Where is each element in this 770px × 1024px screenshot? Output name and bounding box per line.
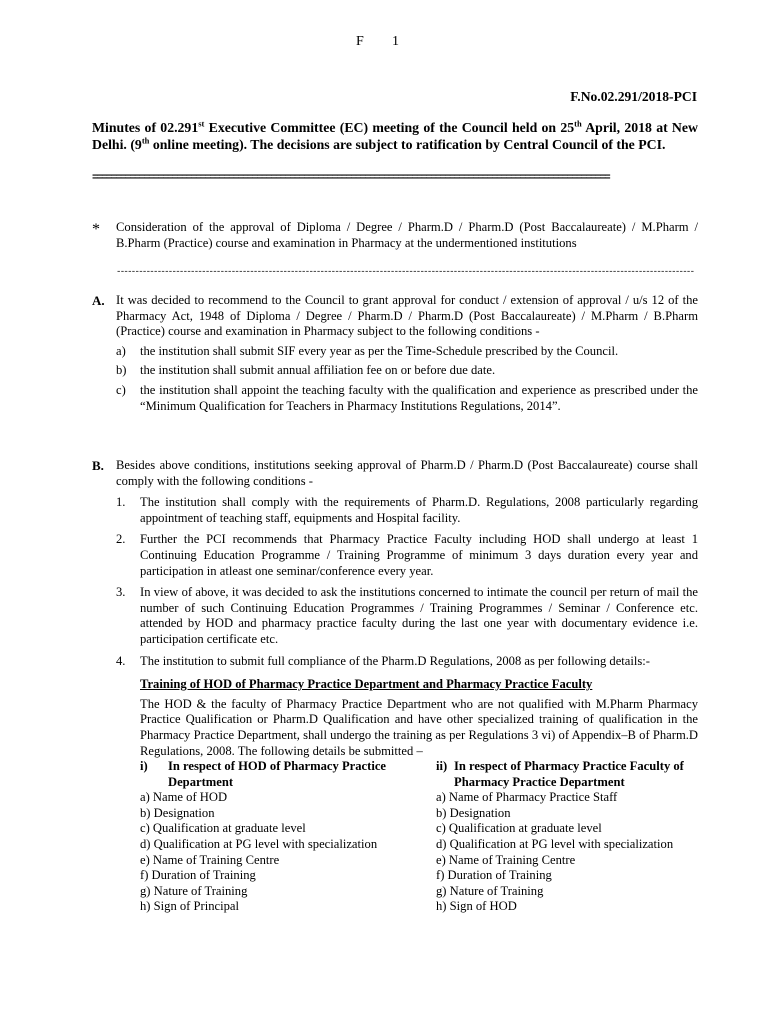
list-item: c) Qualification at graduate level (140, 821, 306, 836)
list-item: f) Duration of Training (140, 868, 256, 883)
list-text: the institution shall appoint the teaching faculty with the qualification and experience as prescribed under the “Minimum Qualification for Teachers in Pharmacy Institutions Regulations, 2014”. (140, 382, 698, 413)
list-item: e) Name of Training Centre (436, 852, 576, 867)
list-item (116, 654, 698, 670)
minutes-title (92, 120, 698, 153)
file-number: F.No.02.291/2018-PCI (570, 89, 697, 104)
list-item: b) Designation (140, 805, 215, 820)
list-item: a) Name of HOD (140, 790, 228, 805)
column-heading-text: In respect of Pharmacy Practice Faculty of Pharmacy Practice Department (454, 759, 684, 789)
title-sup: th (141, 134, 150, 145)
list-item: h) Sign of Principal (140, 899, 239, 914)
list-text: the institution shall submit annual affiliation fee on or before due date. (140, 363, 496, 378)
list-text: The institution shall comply with the requirements of Pharm.D. Regulations, 2008 particularly regarding appointment of teaching staff, equipments and Hospital facility. (140, 495, 698, 525)
training-paragraph: The HOD & the faculty of Pharmacy Practice Department who are not qualified with M.Pharm Pharmacy Practice Qualification or Pharm.D Qualification and have other specialized training of qualification in the Pharmacy Practice Department, shall undergo the training as per Regulations 3 vi) of Appendix–B of Pharm.D Regulations, 2008. The following details be submitted – (140, 696, 698, 758)
list-item: e) Name of Training Centre (140, 852, 280, 867)
training-heading: Training of HOD of Pharmacy Practice Department and Pharmacy Practice Faculty (140, 677, 593, 692)
hod-details-column (140, 759, 430, 915)
section-a (92, 293, 698, 414)
list-item: f) Duration of Training (436, 868, 552, 883)
list-item: d) Qualification at PG level with specialization (140, 837, 378, 852)
faculty-details-heading (436, 759, 726, 790)
title-part: Executive Committee (EC) meeting of the Council held on 25 (204, 120, 575, 135)
title-part: April, 2018 at New Delhi. (9 (92, 120, 698, 152)
asterisk-marker: * (92, 221, 100, 238)
list-item (116, 585, 698, 647)
list-label: 2. (116, 532, 126, 547)
list-label: 1. (116, 495, 126, 510)
list-text: Further the PCI recommends that Pharmacy Practice Faculty including HOD shall undergo at least 1 Continuing Education Programme / Training Programme of minimum 3 days duration every year and participation in atleast one seminar/conference every year. (140, 532, 698, 578)
list-item: a) Name of Pharmacy Practice Staff (436, 790, 618, 805)
title-sup: th (574, 118, 582, 129)
list-item (116, 383, 698, 414)
list-item: d) Qualification at PG level with specialization (436, 837, 674, 852)
hod-details-heading (140, 759, 430, 790)
section-a-marker: A. (92, 293, 105, 308)
list-label: 4. (116, 653, 126, 668)
dashed-rule: ------------------------------------------------------------------------------------------------------------------------------------------------------------ (116, 267, 694, 277)
list-item (116, 363, 698, 379)
double-rule: ============================================================================================================== (92, 172, 610, 184)
list-item: c) Qualification at graduate level (436, 821, 602, 836)
list-text: In view of above, it was decided to ask the institutions concerned to intimate the council per return of mail the number of such Continuing Education Programmes / Training Programmes / Seminar / Conference etc. attended by HOD and pharmacy practice faculty during the last one year with documentary evidence i.e. participation certificate etc. (140, 585, 698, 646)
column-label: ii) (436, 759, 448, 774)
list-text: The institution to submit full compliance of the Pharm.D Regulations, 2008 as per following details:- (140, 653, 650, 668)
training-details-columns (140, 759, 698, 919)
intro-item (92, 220, 698, 251)
column-heading-text: In respect of HOD of Pharmacy Practice Department (168, 759, 386, 789)
list-item: h) Sign of HOD (436, 899, 517, 914)
section-b (92, 458, 698, 919)
list-item (116, 495, 698, 526)
list-label: c) (116, 382, 126, 397)
list-item: g) Nature of Training (140, 883, 248, 898)
section-b-marker: B. (92, 458, 104, 473)
section-a-text: It was decided to recommend to the Council to grant approval for conduct / extension of approval / u/s 12 of the Pharmacy Act, 1948 of Diploma / Degree / Pharm.D / Pharm.D (Post Baccalaureate) / M.Pharm / B.Pharm (Practice) course and examination in Pharmacy subject to the following conditions - (116, 293, 698, 339)
list-text: the institution shall submit SIF every year as per the Time-Schedule prescribed by the Council. (140, 343, 619, 358)
section-b-text: Besides above conditions, institutions seeking approval of Pharm.D / Pharm.D (Post Baccalaureate) course shall comply with the following conditions - (116, 458, 698, 488)
intro-text: Consideration of the approval of Diploma / Degree / Pharm.D / Pharm.D (Post Baccalaureate) / M.Pharm / B.Pharm (Practice) course and examination in Pharmacy at the undermentioned institutions (116, 220, 698, 250)
list-item (116, 344, 698, 360)
faculty-details-column (436, 759, 726, 915)
list-label: b) (116, 363, 127, 378)
list-item: b) Designation (436, 805, 511, 820)
page-number: 1 (392, 34, 399, 49)
list-label: 3. (116, 585, 126, 600)
list-label: a) (116, 343, 126, 358)
column-label: i) (140, 759, 148, 774)
header-mark: F (356, 34, 364, 49)
list-item: g) Nature of Training (436, 883, 544, 898)
title-part: Minutes of 02.291 (92, 120, 199, 135)
title-sup: st (198, 118, 205, 129)
title-part: online meeting). The decisions are subject to ratification by Central Council of the PCI. (149, 136, 666, 152)
list-item (116, 532, 698, 579)
